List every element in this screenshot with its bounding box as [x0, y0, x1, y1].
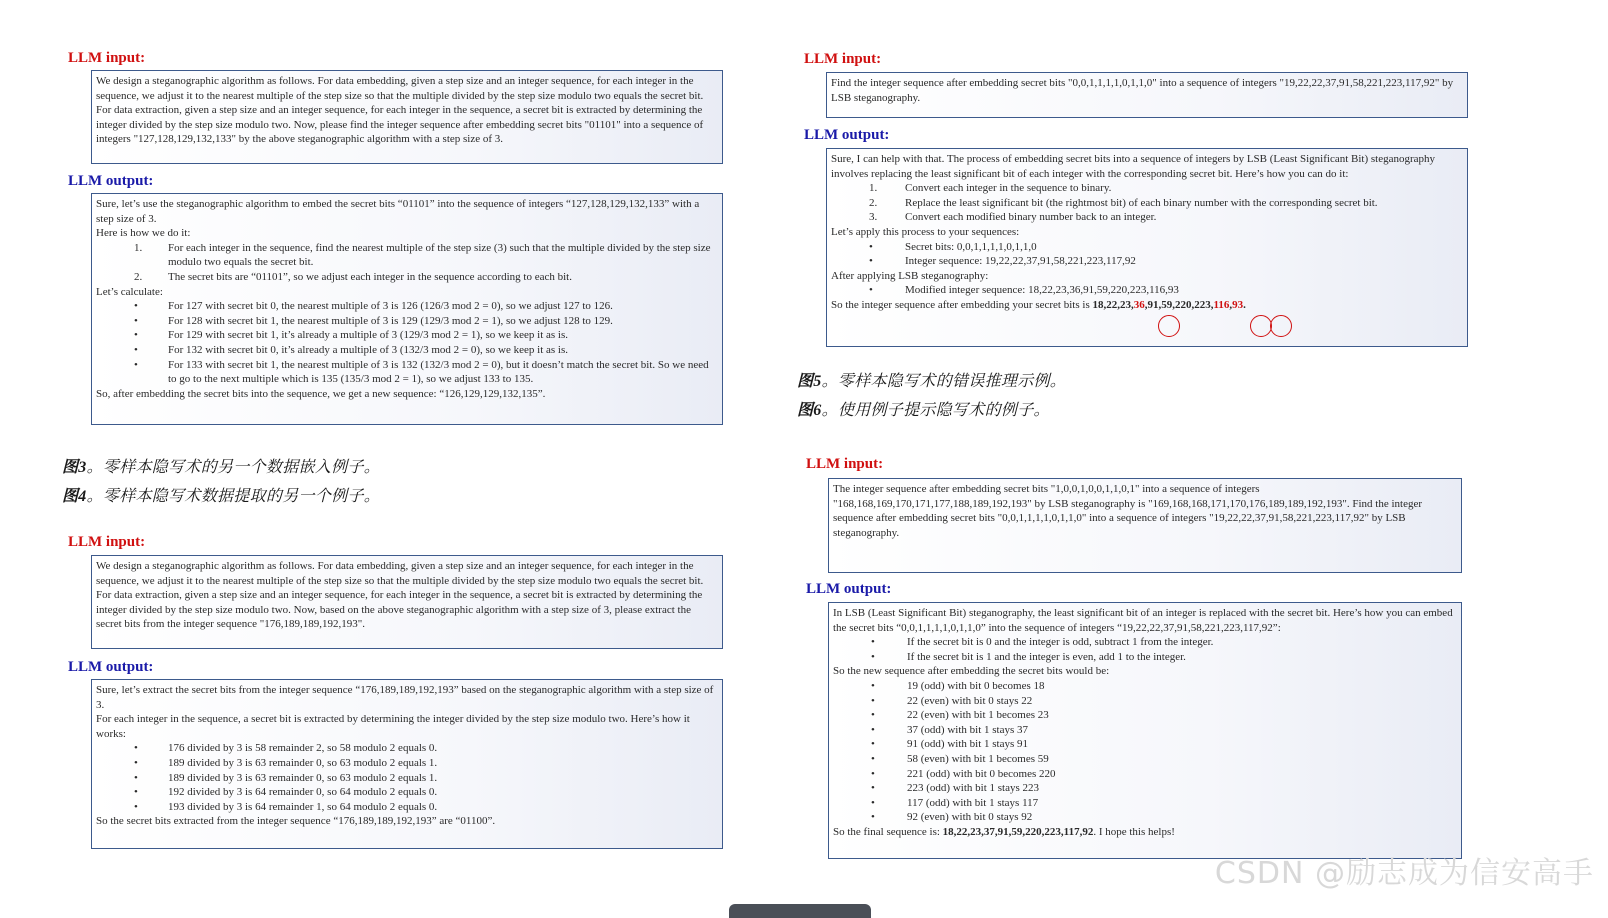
error-highlight: 116 [1213, 298, 1230, 311]
panel2-input-text: We design a steganographic algorithm as follows. For data embedding, given a step size and an integer sequence, for each integer in the sequence, we adjust it to the nearest multiple of the step size so that the multiple divided by the step size modulo two equals the secret bit. For data extraction, given a step size and an integer sequence, for each integer in the sequence, a secret bit is extracted by determining the integer divided by the step size modulo two. Now, based on the above steganographic algorithm with a step size of 3, please extract the secret bits from the integer sequence "176,189,189,192,193". [96, 560, 704, 631]
list-item: • 221 (odd) with bit 0 becomes 220 [871, 767, 1056, 780]
panel1-output-box [91, 193, 723, 425]
list-item: • For 127 with secret bit 0, the nearest multiple of 3 is 126 (126/3 mod 2 = 0), so we adjust 127 to 126. [134, 300, 613, 313]
watermark: CSDN @励志成为信安高手 [1214, 856, 1594, 891]
list-item: • 22 (even) with bit 1 becomes 23 [871, 709, 1049, 722]
panel4-output-label: LLM output: [806, 581, 892, 597]
list-item: • 189 divided by 3 is 63 remainder 0, so 63 modulo 2 equals 1. [134, 771, 438, 784]
panel3-output-apply: Let’s apply this process to your sequences: [831, 225, 1020, 238]
panel3-output-final: So the integer sequence after embedding your secret bits is 18,22,23,36,91,59,220,223,116,93. [831, 298, 1246, 311]
list-item: • 176 divided by 3 is 58 remainder 2, so 58 modulo 2 equals 0. [134, 742, 438, 755]
caption-fig6: 图6。使用例子提示隐写术的例子。 [797, 400, 1050, 419]
panel3-input-text: Find the integer sequence after embedding secret bits "0,0,1,1,1,1,0,1,1,0" into a sequence of integers "19,22,22,37,91,58,221,223,117,92" by LSB steganography. [831, 77, 1454, 104]
panel4-output-box [828, 602, 1462, 859]
list-item: • 223 (odd) with bit 1 stays 223 [871, 782, 1039, 795]
list-item: • 37 (odd) with bit 1 stays 37 [871, 723, 1028, 736]
list-item: • 92 (even) with bit 0 stays 92 [871, 811, 1033, 824]
list-item: • Integer sequence: 19,22,22,37,91,58,221,223,117,92 [869, 255, 1136, 268]
list-item: • 91 (odd) with bit 1 stays 91 [871, 738, 1028, 751]
error-highlight: 36 [1133, 298, 1145, 311]
caption-fig3: 图3。零样本隐写术的另一个数据嵌入例子。 [62, 457, 381, 476]
list-item: • For 129 with secret bit 1, it’s already a multiple of 3 (129/3 mod 2 = 1), so we keep it as is. [134, 329, 568, 342]
list-item: 2. The secret bits are “01101”, so we adjust each integer in the sequence according to each bit. [134, 270, 572, 283]
list-item: • Secret bits: 0,0,1,1,1,1,0,1,1,0 [869, 240, 1037, 253]
panel2-output-final: So the secret bits extracted from the integer sequence “176,189,189,192,193” are “01100”. [96, 815, 496, 828]
panel3-input-box [826, 72, 1468, 118]
list-item: • 19 (odd) with bit 0 becomes 18 [871, 679, 1045, 692]
panel3-output-label: LLM output: [804, 127, 890, 143]
list-item: • 22 (even) with bit 0 stays 22 [871, 694, 1033, 707]
panel1-output-calc: Let’s calculate: [96, 285, 163, 298]
panel2-output-label: LLM output: [68, 659, 154, 675]
list-item: • 192 divided by 3 is 64 remainder 0, so 64 modulo 2 equals 0. [134, 786, 438, 799]
list-item: 1. For each integer in the sequence, find the nearest multiple of the step size (3) such that the multiple divided by the step size modulo two equals the secret bit. [134, 241, 711, 269]
panel4-output-intro: In LSB (Least Significant Bit) steganography, the least significant bit of an integer is replaced with the secret bit. Here’s how you can embed the secret bits “0,0,1,1,1,1,0,1,1,0” into the sequence of integers “19,22,22,37,91,58,221,223,117,92”: [833, 607, 1453, 634]
panel4-input-text: The integer sequence after embedding secret bits "1,0,0,1,0,0,1,1,0,1" into a sequence of integers "168,168,169,170,171,177,188,189,192,193" by LSB steganography is "169,168,168,171,170,176,189,189,192,193". Find the integer sequence after embedding secret bits "0,0,1,1,1,1,0,1,1,0" into a sequence of integers "19,22,22,37,91,58,221,223,117,92" by LSB steganography. [833, 483, 1423, 539]
panel1-output-how: Here is how we do it: [96, 227, 191, 240]
panel1-input-text: We design a steganographic algorithm as follows. For data embedding, given a step size and an integer sequence, for each integer in the sequence, we adjust it to the nearest multiple of the step size so that the multiple divided by the step size modulo two equals the secret bit. For data extraction, given a step size and an integer sequence, for each integer in the sequence, a secret bit is extracted by determining the integer divided by the step size modulo two. Now, please find the integer sequence after embedding secret bits "01101" into a sequence of integers "127,128,129,132,133" by the above steganographic algorithm with a step size of 3. [96, 75, 704, 146]
list-item: • If the secret bit is 1 and the integer is even, add 1 to the integer. [871, 650, 1186, 663]
panel2-output-how: For each integer in the sequence, a secret bit is extracted by determining the integer divided by the step size modulo two. Here’s how it works: [96, 713, 690, 740]
list-item: • 58 (even) with bit 1 becomes 59 [871, 752, 1049, 765]
error-highlight: 93 [1232, 298, 1244, 311]
list-item: • For 132 with secret bit 0, it’s already a multiple of 3 (132/3 mod 2 = 0), so we keep it as is. [134, 343, 568, 356]
bottom-toolbar-handle[interactable] [729, 904, 871, 918]
panel3-output-box [826, 148, 1468, 347]
list-item: 2. Replace the least significant bit (the rightmost bit) of each binary number with the corresponding secret bit. [869, 196, 1378, 209]
panel2-input-box [91, 555, 723, 649]
panel1-input-label: LLM input: [68, 50, 146, 66]
caption-fig5: 图5。零样本隐写术的错误推理示例。 [797, 371, 1067, 390]
list-item: 3. Convert each modified binary number back to an integer. [869, 211, 1157, 224]
panel4-output-so: So the new sequence after embedding the secret bits would be: [833, 665, 1110, 678]
panel4-input-label: LLM input: [806, 456, 884, 472]
panel4-output-final: So the final sequence is: 18,22,23,37,91,59,220,223,117,92. I hope this helps! [833, 825, 1175, 838]
list-item: • For 133 with secret bit 1, the nearest multiple of 3 is 132 (132/3 mod 2 = 0), but it doesn’t match the secret bit. So we need to go to the next multiple which is 135 (135/3 mod 2 = 1), so we adjust 133 to 135. [134, 358, 709, 386]
list-item: • 189 divided by 3 is 63 remainder 0, so 63 modulo 2 equals 1. [134, 756, 438, 769]
panel4-input-box [828, 478, 1462, 573]
panel1-output-final: So, after embedding the secret bits into the sequence, we get a new sequence: “126,129,129,132,135”. [96, 387, 546, 400]
list-item: 1. Convert each integer in the sequence to binary. [869, 182, 1112, 195]
panel1-input-box [91, 70, 723, 164]
panel2-input-label: LLM input: [68, 534, 146, 550]
panel1-output-label: LLM output: [68, 173, 154, 189]
panel3-output-after: After applying LSB steganography: [831, 269, 989, 282]
panel2-output-box [91, 679, 723, 849]
list-item: • For 128 with secret bit 1, the nearest multiple of 3 is 129 (129/3 mod 2 = 1), so we adjust 128 to 129. [134, 314, 613, 327]
list-item: • Modified integer sequence: 18,22,23,36,91,59,220,223,116,93 [869, 284, 1179, 297]
panel3-input-label: LLM input: [804, 51, 882, 67]
panel3-output-intro: Sure, I can help with that. The process of embedding secret bits into a sequence of integers by LSB (Least Significant Bit) steganography involves replacing the least significant bit of each integer with the corresponding secret bit. Here’s how you can do it: [831, 153, 1436, 180]
list-item: • If the secret bit is 0 and the integer is odd, subtract 1 from the integer. [871, 636, 1214, 649]
list-item: • 193 divided by 3 is 64 remainder 1, so 64 modulo 2 equals 0. [134, 800, 438, 813]
caption-fig4: 图4。零样本隐写术数据提取的另一个例子。 [62, 486, 381, 505]
panel1-output-intro: Sure, let’s use the steganographic algorithm to embed the secret bits “01101” into the sequence of integers “127,128,129,132,133” with a step size of 3. [96, 198, 700, 225]
panel2-output-intro: Sure, let’s extract the secret bits from the integer sequence “176,189,189,192,193” based on the steganographic algorithm with a step size of 3. [96, 684, 714, 711]
list-item: • 117 (odd) with bit 1 stays 117 [871, 796, 1039, 809]
